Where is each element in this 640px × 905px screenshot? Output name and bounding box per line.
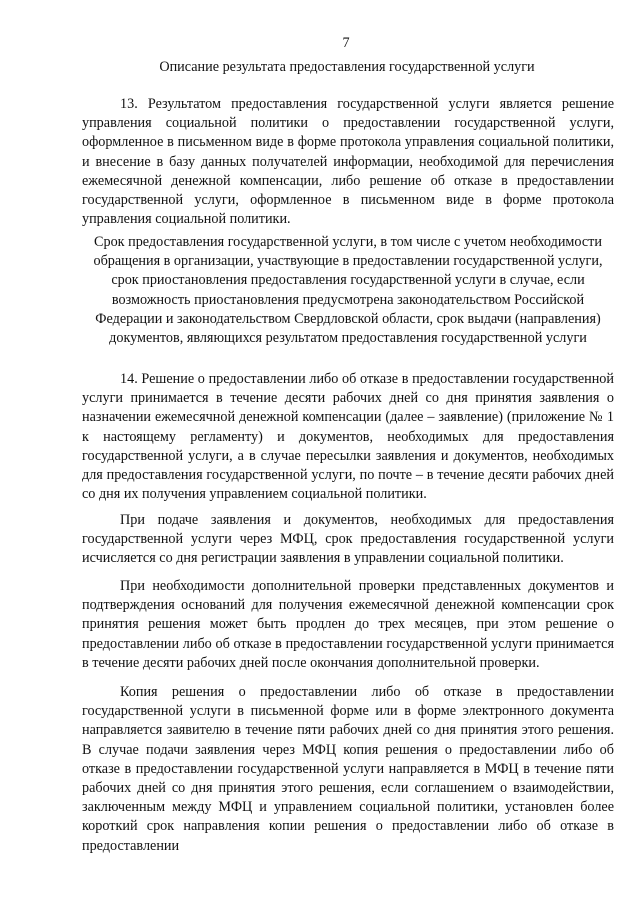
section-heading-deadlines: Срок предоставления государственной услуги, в том числе с учетом необходимости обращения в организации, участвующие в предоставлении государственной услуги, срок приостановления предоставления государственной услуги в случае, если возможность приостановления предусмотрена законодательством Российской Федерации и законодательством Свердловской области, срок выдачи (направления) документов, являющихся результатом предоставления государственной услуги	[93, 234, 603, 347]
paragraph-13: 13. Результатом предоставления государственной услуги является решение управления социальной политики о предоставлении государственной услуги, оформленное в письменном виде в форме протокола управления социальной политики, и внесение в базу данных получателей информации, необходимой для перечисления ежемесячной денежной компенсации, либо решение об отказе в предоставлении государственной услуги, оформленное в письменном виде в форме протокола управления социальной политики.	[82, 96, 614, 228]
paragraph-mfc-submission: При подаче заявления и документов, необходимых для предоставления государственной услуги через МФЦ, срок предоставления государственной услуги исчисляется со дня регистрации заявления в управлении социальной политики.	[82, 512, 614, 567]
paragraph-additional-check: При необходимости дополнительной проверки представленных документов и подтверждения оснований для получения ежемесячной денежной компенсации срок принятия решения может быть продлен до трех месяцев, при этом решение о предоставлении либо об отказе в предоставлении государственной услуги принимается в течение десяти рабочих дней после окончания дополнительной проверки.	[82, 578, 614, 671]
section-title: Описание результата предоставления государственной услуги	[159, 59, 535, 75]
paragraph-14: 14. Решение о предоставлении либо об отказе в предоставлении государственной услуги принимается в течение десяти рабочих дней со дня принятия заявления о назначении ежемесячной денежной компенсации (далее – заявление) (приложение № 1 к настоящему регламенту) и документов, необходимых для предоставления государственной услуги, а в случае пересылки заявления и документов, необходимых для предоставления государственной услуги, по почте – в течение десяти рабочих дней со дня их получения управлением социальной политики.	[82, 371, 614, 503]
paragraph-decision-copy: Копия решения о предоставлении либо об отказе в предоставлении государственной услуги в письменной форме или в форме электронного документа направляется заявителю в течение пяти рабочих дней со дня принятия этого решения. В случае подачи заявления через МФЦ копия решения о предоставлении либо об отказе в предоставлении государственной услуги направляется в МФЦ в течение пяти рабочих дней со дня принятия этого решения, если соглашением о взаимодействии, заключенным между МФЦ и управлением социальной политики, установлен более короткий срок направления копии решения о предоставлении либо об отказе в предоставлении	[82, 684, 614, 854]
page-number: 7	[342, 35, 350, 51]
